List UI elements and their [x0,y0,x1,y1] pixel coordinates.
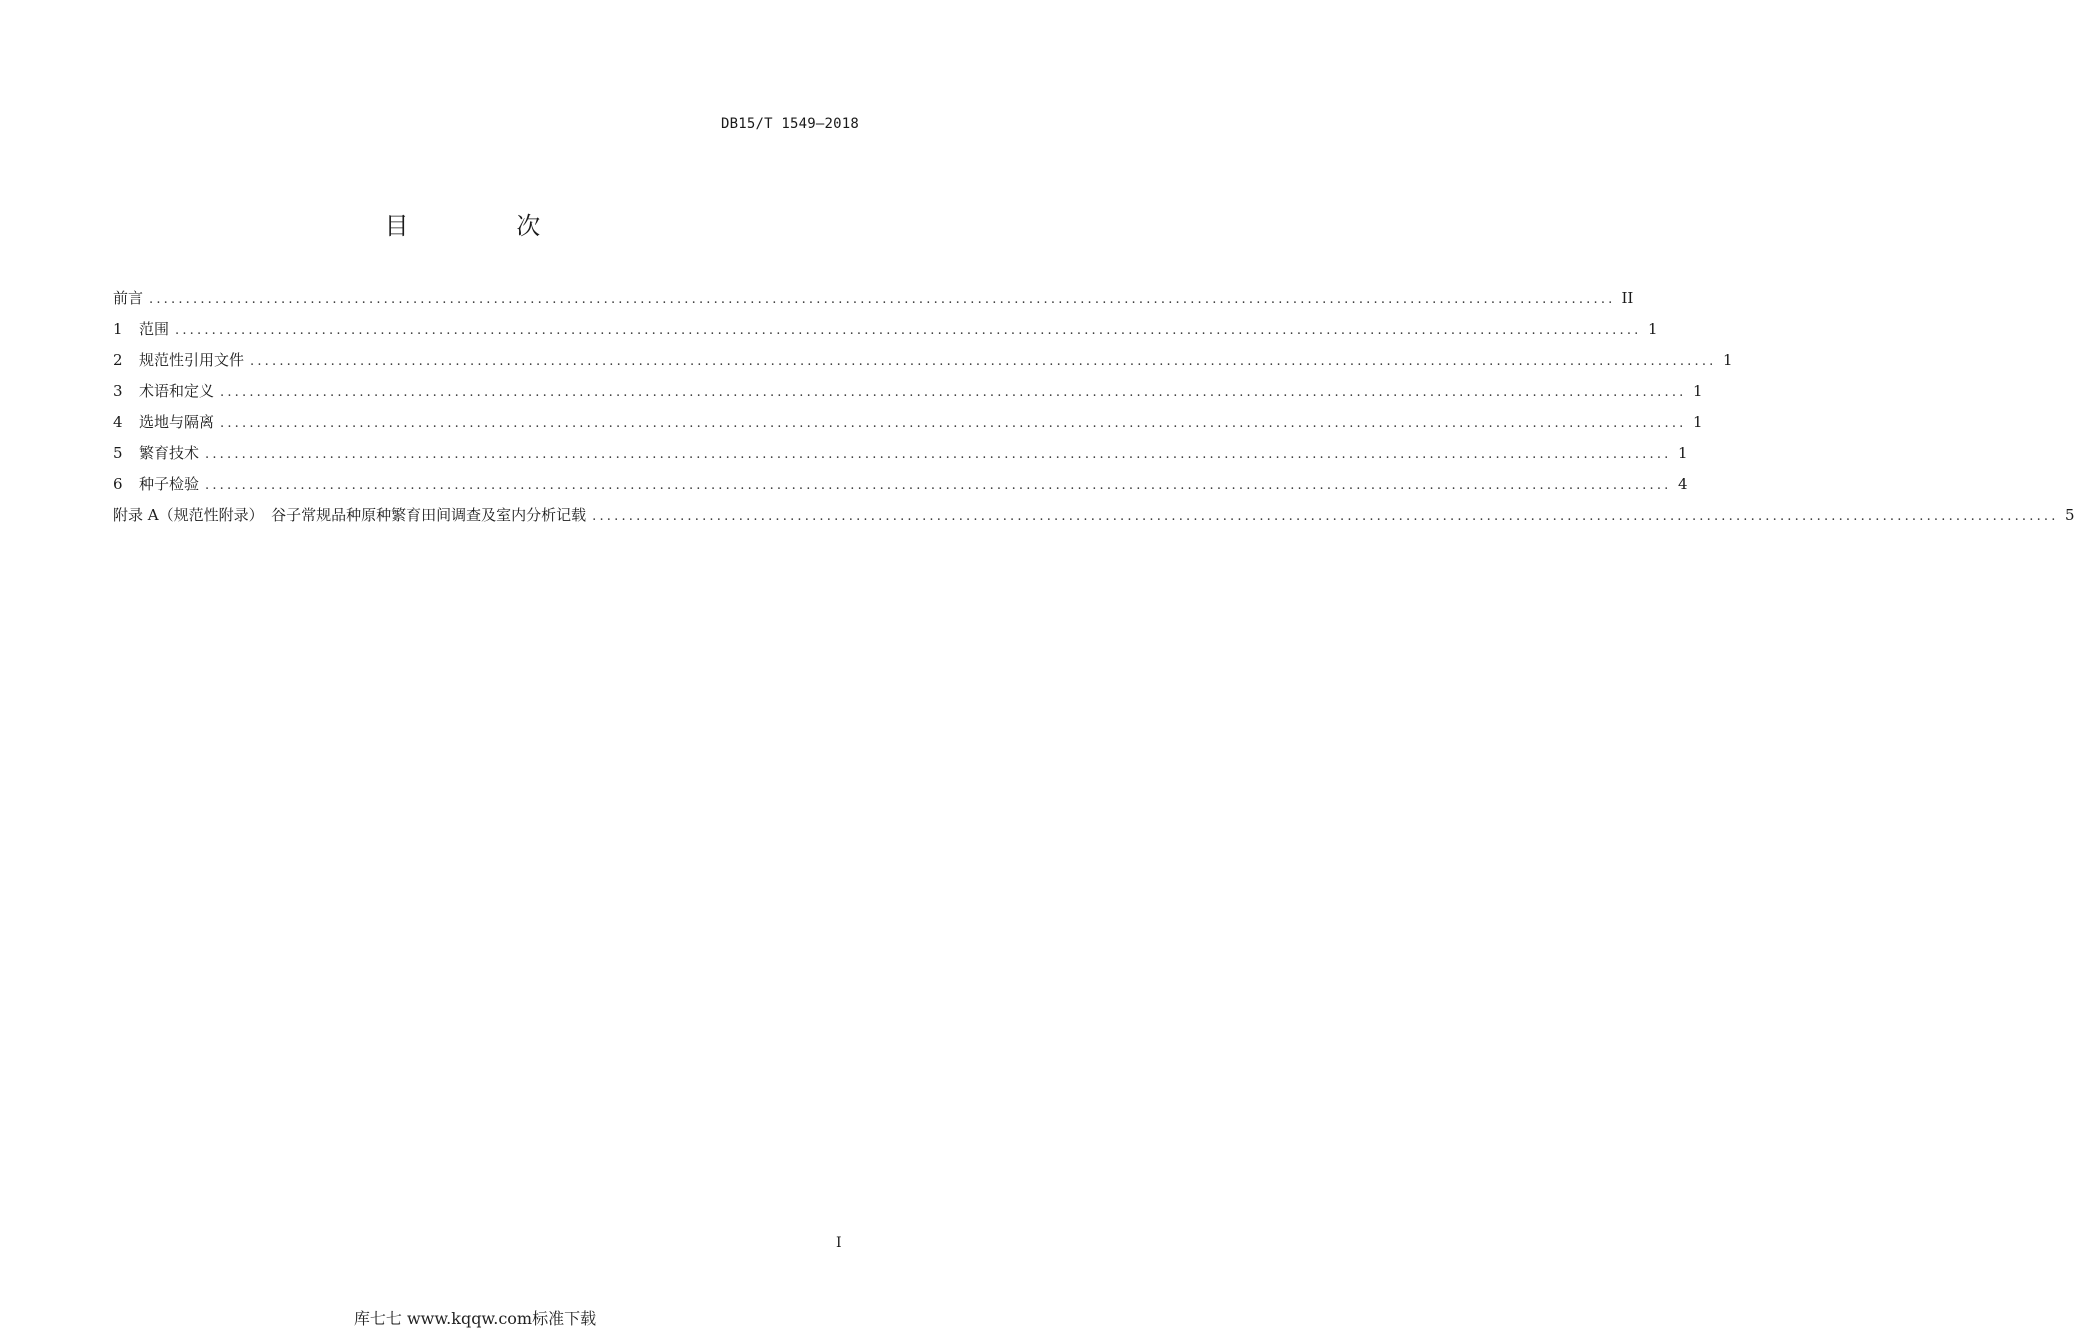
toc-entry-number: 3 [113,382,123,400]
page-number: I [836,1235,842,1251]
toc-entry-number: 5 [113,444,123,462]
toc-entry-label: 规范性引用文件 [139,351,245,369]
toc-entry-number: 6 [113,475,123,493]
toc-list [113,286,2075,534]
toc-entry-page: 1 [1722,351,1733,369]
toc-entry-page: II [1621,289,1634,307]
toc-entry-scope[interactable] [113,317,1658,348]
toc-entry-page: 1 [1677,444,1688,462]
toc-dot-leader: ........................................................................................................................................................................................................ [220,385,1687,400]
toc-entry-label: 种子检验 [139,475,200,493]
toc-entry-number: 4 [113,413,123,431]
toc-entry-label: 选地与隔离 [139,413,215,431]
toc-entry-page: 1 [1647,320,1658,338]
toc-entry-label: 范围 [139,320,170,338]
toc-dot-leader: ........................................................................................................................................................................................................ [205,447,1672,462]
toc-entry-number: 2 [113,351,123,369]
toc-dot-leader: ........................................................................................................................................................................................................ [220,416,1687,431]
toc-entry-label: 繁育技术 [139,444,200,462]
toc-dot-leader: ........................................................................................................................................................................................................ [149,292,1616,307]
toc-entry-appendix-a[interactable] [113,503,2075,534]
toc-entry-page: 1 [1692,382,1703,400]
toc-entry-preface[interactable] [113,286,1634,317]
toc-entry-number: 1 [113,320,123,338]
toc-dot-leader: ........................................................................................................................................................................................................ [250,354,1717,369]
toc-entry-label: 附录 A（规范性附录） 谷子常规品种原种繁育田间调查及室内分析记载 [113,506,587,524]
toc-entry-page: 1 [1692,413,1703,431]
toc-entry-label: 术语和定义 [139,382,215,400]
footer-watermark: 库七七 www.kqqw.com标准下载 [353,1309,597,1328]
toc-dot-leader: ........................................................................................................................................................................................................ [592,509,2059,524]
toc-dot-leader: ........................................................................................................................................................................................................ [175,323,1642,338]
toc-entry-site-isolation[interactable] [113,410,1703,441]
toc-entry-page: 4 [1677,475,1688,493]
toc-entry-terms-definitions[interactable] [113,379,1703,410]
toc-entry-seed-testing[interactable] [113,472,1688,503]
toc-entry-breeding-technique[interactable] [113,441,1688,472]
toc-entry-normative-references[interactable] [113,348,1733,379]
toc-entry-label: 前言 [113,289,144,307]
toc-dot-leader: ........................................................................................................................................................................................................ [205,478,1672,493]
toc-title: 目 次 [384,212,591,240]
document-code: DB15/T 1549—2018 [720,116,859,132]
toc-entry-page: 5 [2065,506,2075,524]
